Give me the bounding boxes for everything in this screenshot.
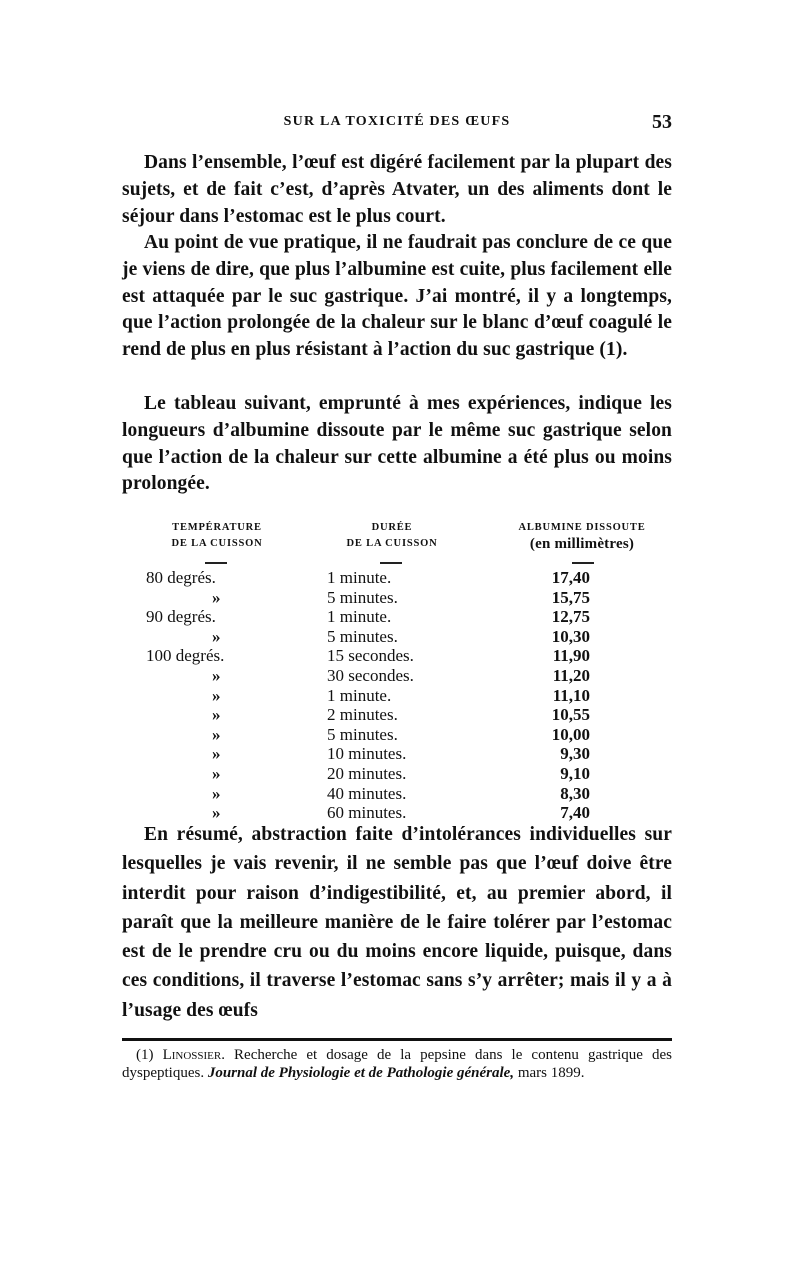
table-row <box>122 627 672 647</box>
cell-albumine: 9,30 <box>560 744 590 764</box>
table-row <box>122 646 672 666</box>
cell-duree: 40 minutes. <box>327 783 407 803</box>
cell-albumine: 11,90 <box>552 646 590 666</box>
header-albumine-line1: ALBUMINE DISSOUTE <box>518 522 646 533</box>
running-header <box>122 111 672 144</box>
table-row <box>122 568 672 588</box>
header-albumine-line2: (en millimètres) <box>529 536 635 552</box>
footnote-date: mars 1899. <box>517 1065 585 1081</box>
header-dash <box>380 562 402 564</box>
header-duree-line1: DURÉE <box>371 522 413 533</box>
cell-albumine: 11,20 <box>552 665 590 685</box>
cell-temperature: » <box>212 685 221 705</box>
footnote-journal: Journal de Physiologie et de Pathologie générale, <box>207 1065 515 1081</box>
cell-temperature: » <box>212 705 221 725</box>
cell-temperature: » <box>212 744 221 764</box>
header-temperature-line2: DE LA CUISSON <box>171 538 263 549</box>
cell-duree: 5 minutes. <box>327 626 398 646</box>
footnote-marker: (1) <box>136 1047 154 1063</box>
header-dash <box>205 562 227 564</box>
cell-albumine: 11,10 <box>552 685 590 705</box>
cell-duree: 15 secondes. <box>327 646 414 666</box>
cell-albumine: 9,10 <box>560 763 590 783</box>
footnote <box>122 1046 672 1082</box>
paragraph-3: Le tableau suivant, emprunté à mes expériences, indique les longueurs d’albumine dissoute par le même suc gastrique selon que l’action de la chaleur sur cette albumine a été plus ou moins prolongée. <box>122 393 672 495</box>
cell-duree: 2 minutes. <box>327 705 398 725</box>
digestion-table <box>122 520 672 823</box>
cell-albumine: 15,75 <box>551 587 590 607</box>
cell-duree: 5 minutes. <box>327 724 398 744</box>
cell-duree: 1 minute. <box>327 568 392 587</box>
header-albumine <box>487 520 677 552</box>
cell-temperature: 90 degrés. <box>146 607 216 627</box>
cell-temperature: » <box>212 763 221 783</box>
header-temperature-line1: TEMPÉRATURE <box>172 522 262 533</box>
cell-temperature: 100 degrés. <box>146 646 225 666</box>
paragraph-1: Dans l’ensemble, l’œuf est digéré facilement par la plupart des sujets, et de fait c’est, d’après Atvater, un des aliments dont le séjour dans l’estomac est le plus court. <box>122 152 672 227</box>
cell-duree: 1 minute. <box>327 607 392 627</box>
header-duree <box>317 520 467 552</box>
cell-albumine: 7,40 <box>560 803 590 823</box>
footnote-author: Linossier. <box>162 1047 225 1063</box>
cell-temperature: » <box>212 803 221 823</box>
cell-albumine: 10,30 <box>551 626 590 646</box>
cell-temperature: » <box>212 665 221 685</box>
table-header <box>122 520 672 566</box>
cell-duree: 20 minutes. <box>327 763 407 783</box>
cell-albumine: 12,75 <box>551 607 590 627</box>
cell-temperature: 80 degrés. <box>146 568 216 587</box>
table-row <box>122 686 672 706</box>
cell-duree: 30 secondes. <box>327 665 414 685</box>
table-row <box>122 607 672 627</box>
table-row <box>122 744 672 764</box>
table-row <box>122 705 672 725</box>
header-duree-line2: DE LA CUISSON <box>346 538 438 549</box>
cell-temperature: » <box>212 587 221 607</box>
cell-albumine: 17,40 <box>551 568 590 587</box>
table-body <box>122 568 672 823</box>
page-number: 53 <box>652 111 672 133</box>
cell-temperature: » <box>212 626 221 646</box>
cell-albumine: 8,30 <box>560 783 590 803</box>
table-row <box>122 784 672 804</box>
paragraph-4: En résumé, abstraction faite d’intolérances individuelles sur lesquelles je vais revenir, il ne semble pas que l’œuf doive être interdit pour raison d’indigestibilité, et, au premier abord, il paraît que la meilleure manière de le faire tolérer par l’estomac est de le prendre cru ou du moins encore liquide, puisque, dans ces conditions, il traverse l’estomac sans s’y arrêter; mais il y a à l’usage des œufs <box>122 824 672 1021</box>
table-row <box>122 588 672 608</box>
footnote-text: Recherche et dosage de la pepsine dans le contenu gastrique des dyspeptiques. <box>122 1047 672 1081</box>
table-row <box>122 725 672 745</box>
running-title: SUR LA TOXICITÉ DES ŒUFS <box>283 114 511 129</box>
cell-duree: 10 minutes. <box>327 744 407 764</box>
footnote-rule <box>122 1038 672 1041</box>
cell-duree: 5 minutes. <box>327 587 398 607</box>
table-row <box>122 666 672 686</box>
paragraph-2: Au point de vue pratique, il ne faudrait pas conclure de ce que je viens de dire, que plus l’albumine est cuite, plus facilement elle est attaquée par le suc gastrique. J’ai montré, il y a longtemps, que l’action prolongée de la chaleur sur le blanc d’œuf coagulé le rend de plus en plus résistant à l’action du suc gastrique (1). <box>122 232 672 361</box>
cell-temperature: » <box>212 724 221 744</box>
header-dash <box>572 562 594 564</box>
cell-temperature: » <box>212 783 221 803</box>
cell-duree: 1 minute. <box>327 685 392 705</box>
cell-albumine: 10,00 <box>551 724 590 744</box>
header-temperature <box>142 520 292 552</box>
cell-duree: 60 minutes. <box>327 803 407 823</box>
cell-albumine: 10,55 <box>551 705 590 725</box>
table-row <box>122 764 672 784</box>
